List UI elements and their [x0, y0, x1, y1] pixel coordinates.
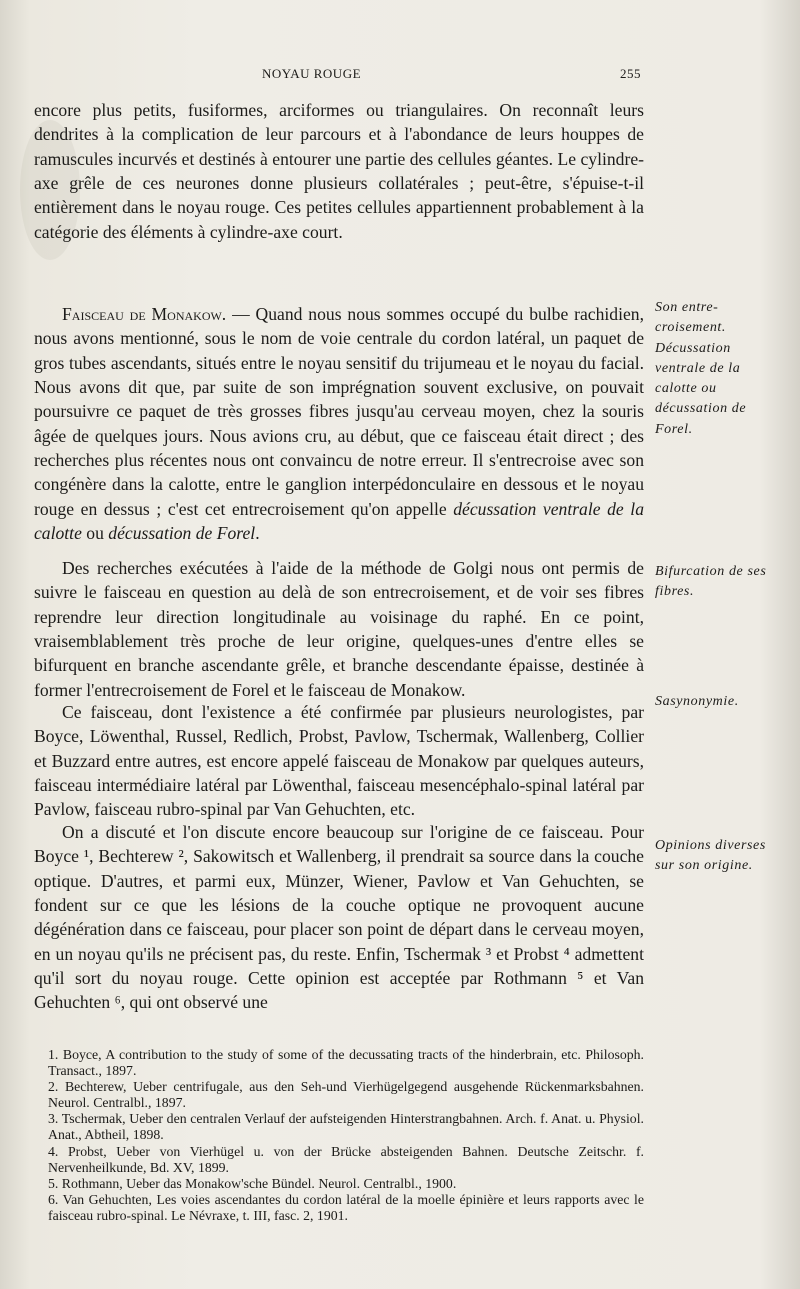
running-title: NOYAU ROUGE: [262, 66, 362, 81]
paragraph-synonymie: Ce faisceau, dont l'existence a été confirmée par plusieurs neurologistes, par Boyce, Löwenthal, Russel, Redlich, Probst, Pavlow, Tschermak, Wallenberg, Collier et Buzzard entre autres, est encore appelé faisceau de Monakow par quelques auteurs, faisceau intermédiaire latéral par Löwenthal, faisceau mesencéphalo-spinal latéral par Pavlow, faisceau rubro-spinal par Van Gehuchten, etc.: [34, 702, 644, 820]
section-label: Faisceau de Monakow.: [62, 304, 227, 324]
connector: ou: [81, 523, 109, 544]
footnote: 1. Boyce, A contribution to the study of some of the decussating tracts of the hinderbrain, etc. Philosoph. Transact., 1897.: [48, 1047, 644, 1079]
footnote: 4. Probst, Ueber von Vierhügel u. von der Brücke absteigenden Bahnen. Deutsche Zeitschr. f. Nervenheilkunde, Bd. XV, 1899.: [48, 1143, 644, 1175]
margin-note-bifurcation: Bifurcation de ses fibres.: [655, 564, 767, 600]
term-decussation-ventrale: décussation ventrale de la calotte: [34, 498, 644, 544]
footnote: 2. Bechterew, Ueber centrifugale, aus den Seh-und Vierhügelgegend ausgehende Rückenmarksbahnen. Neurol. Centralbl., 1897.: [48, 1079, 644, 1111]
paragraph-cellules: encore plus petits, fusiformes, arciformes ou triangulaires. On reconnaît leurs dendrites à la complication de leur parcours et à l'abondance de leurs houppes de ramuscules incurvés et destinés à entourer une partie des cellules géantes. Le cylindre-axe grêle de ces neurones donne plusieurs collatérales ; peut-être, s'épuise-t-il entièrement dans le noyau rouge. Ces petites cellules appartiennent probablement à la catégorie des éléments à cylindre-axe court.: [34, 100, 644, 242]
period: .: [255, 523, 260, 544]
footnote: 6. Van Gehuchten, Les voies ascendantes du cordon latéral de la moelle épinière et leurs rapports avec le faisceau rubro-spinal. Le Névraxe, t. III, fasc. 2, 1901.: [48, 1191, 644, 1223]
running-head: [0, 66, 800, 86]
paragraph-body: — Quand nous nous sommes occupé du bulbe rachidien, nous avons mentionné, sous le nom de voie centrale du cordon latéral, un paquet de gros tubes ascendants, situés entre le noyau sensitif du trijumeau et le noyau du facial. Nous avons dit que, par suite de son imprégnation souvent exclusive, on pouvait poursuivre ce paquet de très grosses fibres jusqu'au cerveau moyen, chez la souris âgée de quelques jours. Nous avions cru, au début, que ce faisceau était direct ; des recherches plus récentes nous ont convaincu de notre erreur. Il s'entrecroise avec son congénère dans la calotte, entre le ganglion interpédonculaire en dessous et le noyau rouge en dessus ; c'est cet entrecroisement qu'on appelle: [34, 304, 644, 519]
footnote: 5. Rothmann, Ueber das Monakow'sche Bündel. Neurol. Centralbl., 1900.: [48, 1175, 457, 1191]
margin-note-opinions: Opinions diverses sur son origine.: [655, 838, 766, 874]
page-number: 255: [620, 66, 641, 81]
paragraph-faisceau-monakow: [34, 302, 644, 545]
footnote: 3. Tschermak, Ueber den centralen Verlauf der aufsteigenden Hinterstrangbahnen. Arch. f. Anat. u. Physiol. Anat., Abtheil, 1898.: [48, 1111, 644, 1143]
paragraph-origine: On a discuté et l'on discute encore beaucoup sur l'origine de ce faisceau. Pour Boyce ¹, Bechterew ², Sakowitsch et Wallenberg, il prendrait sa source dans la couche optique. D'autres, et parmi eux, Münzer, Wiener, Pavlow et Van Gehuchten, se fondent sur ce que les lésions de la couche optique ne provoquent aucune dégénération dans ce faisceau, pour placer son point de départ dans le cerveau moyen, en un noyau qu'ils ne précisent pas, du reste. Enfin, Tschermak ³ et Probst ⁴ admettent qu'il sort du noyau rouge. Cette opinion est acceptée par Rothmann ⁵ et Van Gehuchten ⁶, qui ont observé une: [34, 822, 644, 1013]
margin-note-synonymie: Sasynonymie.: [655, 694, 739, 709]
footnotes: [48, 1047, 644, 1224]
margin-note-entrecroisement: Son entre-croisement. Décussation ventrale de la calotte ou décussation de Forel.: [655, 300, 747, 437]
paragraph-golgi: Des recherches exécutées à l'aide de la méthode de Golgi nous ont permis de suivre le faisceau en question au delà de son entrecroisement, et de voir ses fibres reprendre leur direction longitudinale au voisinage du raphé. En ce point, vraisemblablement très proche de leur origine, quelques-unes d'entre elles se bifurquent en branche ascendante grêle, et branche descendante épaisse, destinée à former l'entrecroisement de Forel et le faisceau de Monakow.: [34, 558, 644, 700]
term-decussation-forel: décussation de Forel: [108, 523, 256, 544]
